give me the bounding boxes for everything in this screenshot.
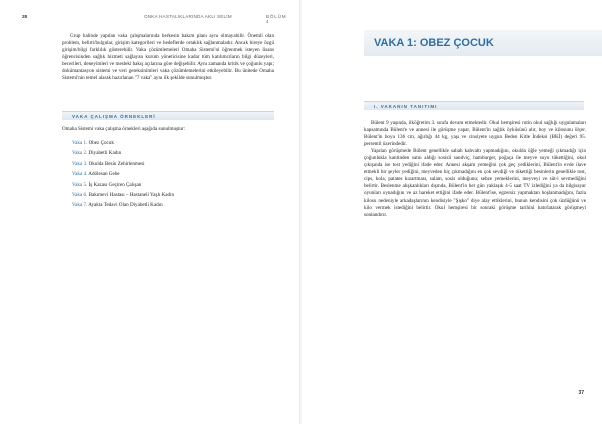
case-label: Vaka 1. bbox=[72, 140, 88, 146]
case-label: Vaka 5. bbox=[72, 181, 88, 188]
case-title: Obez Çocuk bbox=[88, 140, 114, 146]
case-title: Ayakta Tedavi Olan Diyabetli Kadın bbox=[88, 202, 163, 209]
case-body bbox=[364, 120, 586, 219]
case-label: Vaka 3. bbox=[72, 160, 88, 167]
case-label: Vaka 2. bbox=[72, 150, 88, 157]
page-number: 37 bbox=[578, 390, 584, 396]
left-page bbox=[0, 0, 300, 424]
list-item bbox=[72, 159, 174, 169]
list-item bbox=[72, 180, 174, 190]
running-head bbox=[22, 14, 287, 24]
case-title: Diyabetli Kadın bbox=[88, 150, 122, 157]
list-item bbox=[72, 138, 174, 148]
list-item bbox=[72, 169, 174, 179]
case-label: Vaka 7. bbox=[72, 202, 88, 209]
case-list bbox=[72, 138, 174, 211]
cases-intro-text: Omaha Sistemi vaka çalışma örnekleri aşağıda sunulmuştur: bbox=[62, 126, 186, 132]
body-paragraph: Yapılan görüşmede Bülent genellikle sabah kahvaltı yapmadığını, okulda öğle yemeği çıkmadığı için çoğunlukla kantinden satın aldığı sosisli sandviç, hamburger, poğaça ile meyve suyu tükettiğini, okul çıkışında ise tost yediğini ifade eder. Annesi akşam yemeğini çok geç yediklerini, Bülent'in evde ilave etmekli bir şeyler yediğini, meyveden hiç çıkmadığını en çok sevdiği ve tükettiği besinlerin genellikle tost, cips, kola, patates kızartması, salam, sosis olduğunu; sebze yemeklerini, meyveyi ve süt-i sevmediğini belirtir. Beslenme alışkanlıkları dışında, Bülent'in her gün yaklaşık 4-5 saat TV izlediğini ya da bilgisayar oyunları oynadığını ve az hareket ettiğini ifade eder. Bülent'ise, egzersiz yapmaktan hoşlanmadığını, fazla kilosu nedeniyle arkadaşlarının kendisiyle "Şişko" diye alay ettiklerini, bunun kendisini çok üzdüğünü ve kilo vermek istediğini belirtir. Okul hemşiresi bir sonraki görüşme tarihini hatırlatarak görüşmeyi sonlandırır. bbox=[364, 148, 586, 218]
page-title: VAKA 1: OBEZ ÇOCUK bbox=[374, 37, 494, 49]
case-title-banner bbox=[364, 30, 602, 56]
section-heading-case-introduction bbox=[364, 101, 584, 110]
case-title: Adölesan Gebe bbox=[88, 171, 120, 178]
case-label: Vaka 6. bbox=[72, 191, 88, 198]
intro-paragraph: Grup halinde yapılan vaka çalışmalarında herkesin bakım planı aynı olmayabilir. Önemli olan problem, belirti/bulgular, girişim kategorileri ve hedeflerde ortaklık sağlanmaladır. Ancak bireye özgü girişim/bilgi farklılık gösterebilir. Vaka çözümlemeleri Omaha Sistemi'ni öğrenmek isteyen lisans öğrencisinden sağlık hizmeti sağlayan kurum yöneticisine kadar tüm katılımcıların bilgi düzeyleri, becerileri, deneyimleri ve mesleki bakış açılarına göre değişebilir. Aynı zamanda kritik ve çoğunlu yapı; dokümantasyon sistemi ve veri gereksinimleri vaka çözümlemelerini etkileyebilir. Bu ünitede Omaha Sistemi'nin temel alarak hazırlanan "7 vaka" aynı ilk şekilde sunulmuştur. bbox=[62, 33, 274, 82]
list-item bbox=[72, 148, 174, 158]
case-title: İş Kazası Geçiren Çalışan bbox=[88, 181, 142, 188]
chapter-label: BÖLÜM 4 bbox=[266, 14, 287, 24]
list-item bbox=[72, 190, 174, 200]
case-title: Bakımevi Hastası – Hastaneli Yaşlı Kadın bbox=[88, 191, 175, 198]
body-paragraph: Bülent 9 yaşında, ilköğretim 3. sınıfa devam etmektedir. Okul hemşiresi rutin okul sağlığı uygulamaları kapsamında Bülent'e ve annesi ile görüşme yapar, Bülent'in sağlık öyküsünü alır, boy ve kilosunu ölçer. Bülent'in boyu 136 cm, ağırlığı 44 kg, yaşı ve cinsiyete uygun Beden Kitle İndeksi (BKİ) değeri 95. persentil üzerindedir. bbox=[364, 120, 586, 148]
section-heading-label: VAKA ÇALIŞMA ÖRNEKLERİ bbox=[72, 113, 156, 119]
list-item bbox=[72, 200, 174, 210]
section-heading-label: I. VAKANIN TANITIMI bbox=[374, 103, 438, 109]
page-number: 28 bbox=[22, 14, 28, 19]
right-page bbox=[302, 0, 602, 424]
case-title: Okulda Besin Zehirlenmesi bbox=[88, 160, 145, 167]
section-heading-case-examples bbox=[62, 111, 274, 120]
case-label: Vaka 4. bbox=[72, 171, 88, 178]
running-title: ONKA HASTALIKLARINDA AKLI SELİM bbox=[144, 14, 232, 19]
